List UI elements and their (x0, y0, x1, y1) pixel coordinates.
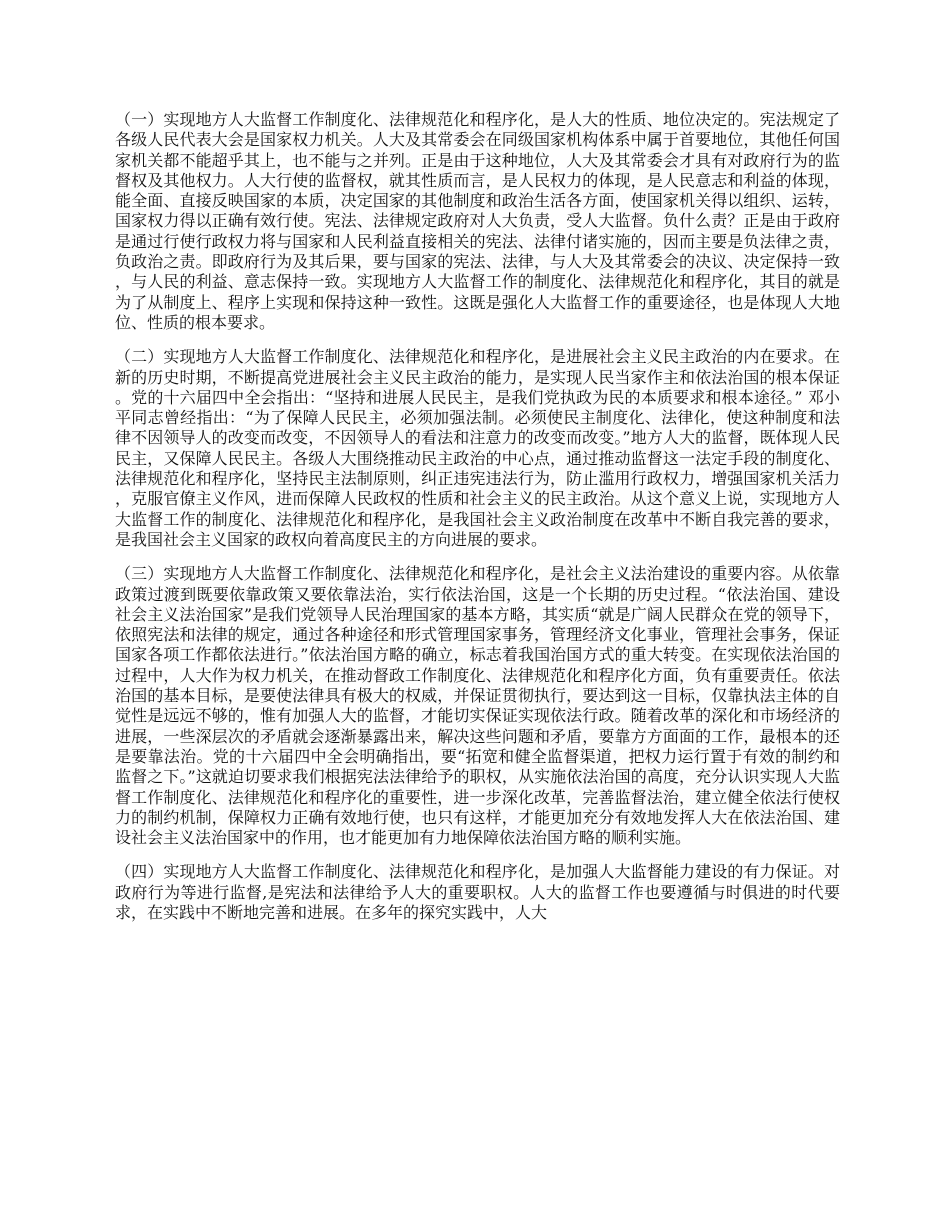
paragraph-1: （一）实现地方人大监督工作制度化、法律规范化和程序化，是人大的性质、地位决定的。宪法规定了各级人民代表大会是国家权力机关。人大及其常委会在同级国家机构体系中属于首要地位，其他任何国家机关都不能超乎其上，也不能与之并列。正是由于这种地位，人大及其常委会才具有对政府行为的监督权及其他权力。人大行使的监督权，就其性质而言，是人民权力的体现，是人民意志和利益的体现，能全面、直接反映国家的本质，决定国家的其他制度和政治生活各方面，使国家机关得以组织、运转，国家权力得以正确有效行使。宪法、法律规定政府对人大负责，受人大监督。负什么责？正是由于政府是通过行使行政权力将与国家和人民利益直接相关的宪法、法律付诸实施的，因而主要是负法律之责，负政治之责。即政府行为及其后果，要与国家的宪法、法律，与人大及其常委会的决议、决定保持一致，与人民的利益、意志保持一致。实现地方人大监督工作的制度化、法律规范化和程序化，其目的就是为了从制度上、程序上实现和保持这种一致性。这既是强化人大监督工作的重要途径，也是体现人大地位、性质的根本要求。 (115, 110, 840, 332)
paragraph-2: （二）实现地方人大监督工作制度化、法律规范化和程序化，是进展社会主义民主政治的内在要求。在新的历史时期，不断提高党进展社会主义民主政治的能力，是实现人民当家作主和依法治国的根本保证。党的十六届四中全会指出：“坚持和进展人民民主，是我们党执政为民的本质要求和根本途径。” 邓小平同志曾经指出：“为了保障人民民主，必须加强法制。必须使民主制度化、法律化，使这种制度和法律不因领导人的改变而改变，不因领导人的看法和注意力的改变而改变。”地方人大的监督，既体现人民民主，又保障人民民主。各级人大围绕推动民主政治的中心点，通过推动监督这一法定手段的制度化、法律规范化和程序化，坚持民主法制原则，纠正违宪违法行为，防止滥用行政权力，增强国家机关活力，克服官僚主义作风，进而保障人民政权的性质和社会主义的民主政治。从这个意义上说，实现地方人大监督工作的制度化、法律规范化和程序化，是我国社会主义政治制度在改革中不断自我完善的要求，是我国社会主义国家的政权向着高度民主的方向进展的要求。 (115, 347, 840, 549)
paragraph-3: （三）实现地方人大监督工作制度化、法律规范化和程序化，是社会主义法治建设的重要内容。从依靠政策过渡到既要依靠政策又要依靠法治，实行依法治国，这是一个长期的历史过程。“依法治国、建设社会主义法治国家”是我们党领导人民治理国家的基本方略，其实质“就是广阔人民群众在党的领导下，依照宪法和法律的规定，通过各种途径和形式管理国家事务，管理经济文化事业，管理社会事务，保证国家各项工作都依法进行。”依法治国方略的确立，标志着我国治国方式的重大转变。在实现依法治国的过程中，人大作为权力机关，在推动督政工作制度化、法律规范化和程序化方面，负有重要责任。依法治国的基本目标，是要使法律具有极大的权威，并保证贯彻执行，要达到这一目标，仅靠执法主体的自觉性是远远不够的，惟有加强人大的监督，才能切实保证实现依法行政。随着改革的深化和市场经济的进展，一些深层次的矛盾就会逐渐暴露出来，解决这些问题和矛盾，要靠方方面面的工作，最根本的还是要靠法治。党的十六届四中全会明确指出，要“拓宽和健全监督渠道，把权力运行置于有效的制约和监督之下。”这就迫切要求我们根据宪法法律给予的职权，从实施依法治国的高度，充分认识实现人大监督工作制度化、法律规范化和程序化的重要性，进一步深化改革，完善监督法治，建立健全依法行使权力的制约机制，保障权力正确有效地行使，也只有这样，才能更加充分有效地发挥人大在依法治国、建设社会主义法治国家中的作用，也才能更加有力地保障依法治国方略的顺利实施。 (115, 564, 840, 848)
document-body (115, 110, 840, 937)
paragraph-4: （四）实现地方人大监督工作制度化、法律规范化和程序化，是加强人大监督能力建设的有力保证。对政府行为等进行监督,是宪法和法律给予人大的重要职权。人大的监督工作也要遵循与时俱进的时代要求，在实践中不断地完善和进展。在多年的探究实践中，人大 (115, 862, 840, 922)
